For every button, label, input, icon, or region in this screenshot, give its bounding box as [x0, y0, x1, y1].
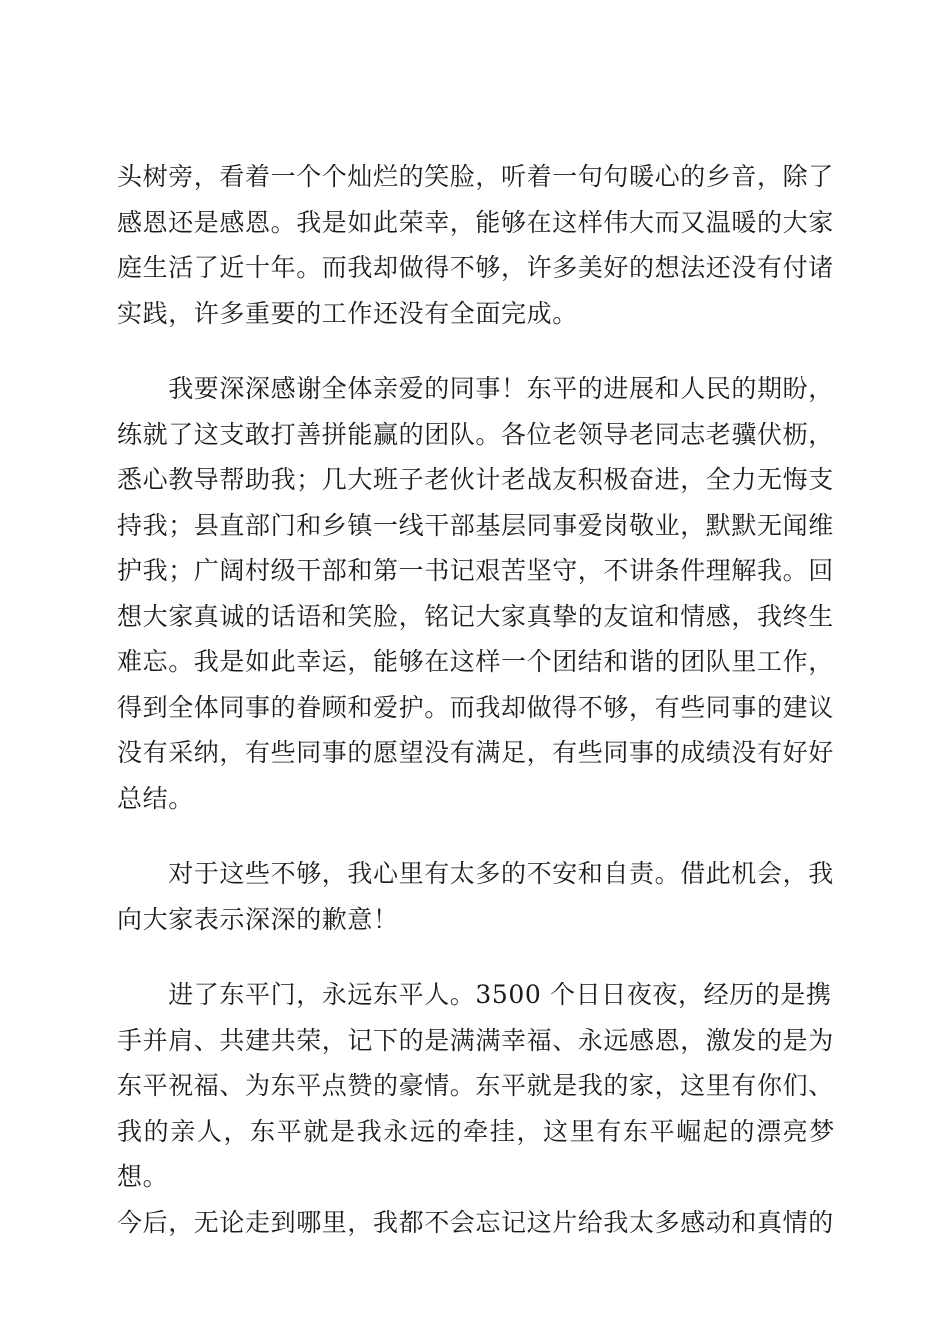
paragraph-3: 对于这些不够，我心里有太多的不安和自责。借此机会，我 向大家表示深深的歉意！ — [117, 859, 834, 934]
paragraph-2: 我要深深感谢全体亲爱的同事！东平的进展和人民的期盼， 练就了这支敢打善拼能赢的团队。各位老领导老同志老骥伏枥， 悉心教导帮助我；几大班子老伙计老战友积极奋进，全力无悔支 持我；县直部门和乡镇一线干部基层同事爱岗敬业，默默无闻维 护我；广阔村级干部和第一书记艰苦坚守，不讲条件理解我。回 想大家真诚的话语和笑脸，铭记大家真挚的友谊和情感，我终生 难忘。我是如此幸运，能够在这样一个团结和谐的团队里工作， 得到全体同事的眷顾和爱护。而我却做得不够，有些同事的建议 没有采纳，有些同事的愿望没有满足，有些同事的成绩没有好好 总结。 — [117, 374, 834, 813]
paragraph-4: 进了东平门，永远东平人。3500 个日日夜夜，经历的是携 手并肩、共建共荣，记下的是满满幸福、永远感恩，激发的是为 东平祝福、为东平点赞的豪情。东平就是我的家，这里有你们、 我的亲人，东平就是我永远的牵挂，这里有东平崛起的漂亮梦想。 今后，无论走到哪里，我都不会忘记这片给我太多感动和真情的 — [117, 980, 835, 1237]
paragraph-1: 头树旁，看着一个个灿烂的笑脸，听着一句句暖心的乡音，除了 感恩还是感恩。我是如此荣幸，能够在这样伟大而又温暖的大家 庭生活了近十年。而我却做得不够，许多美好的想法还没有付诸 实践，许多重要的工作还没有全面完成。 — [117, 162, 834, 328]
document-body — [117, 154, 835, 1245]
